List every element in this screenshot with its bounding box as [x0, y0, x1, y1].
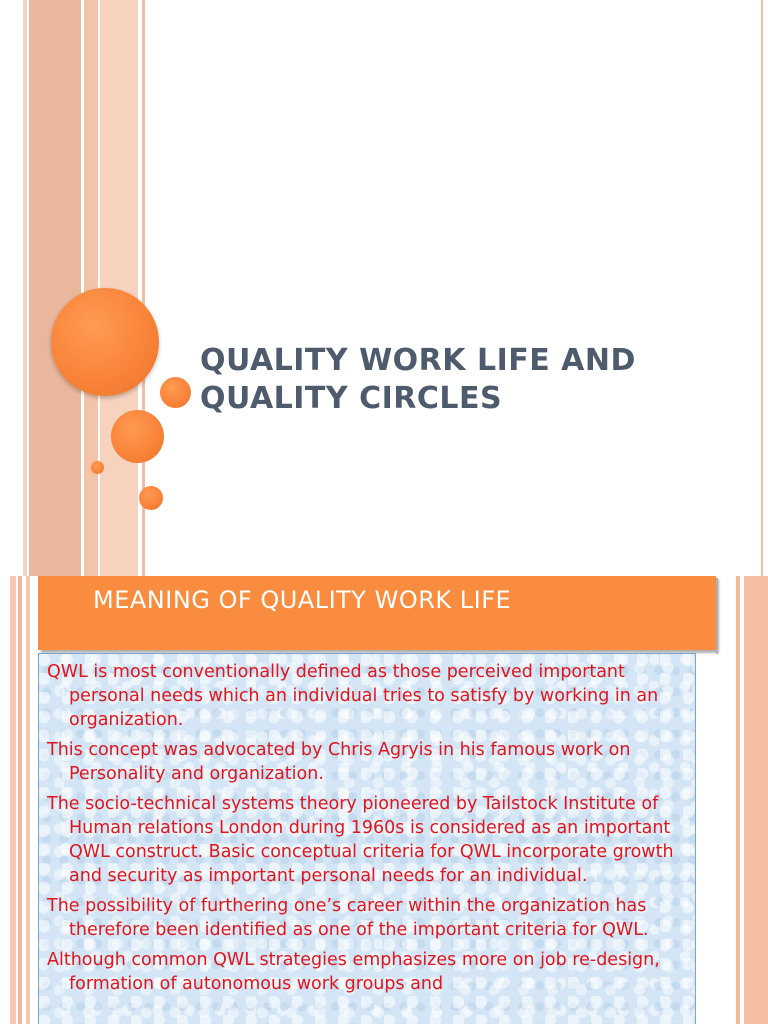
list-item: Although common QWL strategies emphasizes more on job re-design, formation of autonomous work groups and: [47, 950, 660, 994]
decorative-stripe: [23, 0, 27, 576]
decorative-stripe: [736, 576, 740, 1024]
decorative-stripe: [10, 576, 16, 1024]
list-item: This concept was advocated by Chris Agryis in his famous work on Personality and organization.: [47, 740, 631, 784]
list-item: The possibility of furthering one’s career within the organization has therefore been identified as one of the important criteria for QWL.: [47, 896, 649, 940]
list-item: The socio-technical systems theory pioneered by Tailstock Institute of Human relations London during 1960s is considered as an important QWL construct. Basic conceptual criteria for QWL incorporate growth and security as important personal needs for an individual.: [47, 794, 674, 886]
decorative-stripe: [18, 576, 22, 1024]
header-shadow: [716, 578, 718, 654]
decorative-stripe: [29, 0, 81, 576]
decorative-circle: [160, 377, 191, 408]
slide-header: [38, 576, 716, 650]
decorative-stripe: [26, 576, 30, 1024]
decorative-circle: [51, 288, 159, 396]
slide-title: QUALITY WORK LIFE AND QUALITY CIRCLES: [200, 343, 636, 416]
slide-body: [38, 653, 696, 1024]
list-item: QWL is most conventionally defined as those perceived important personal needs which an individual tries to satisfy by working in an organization.: [47, 662, 659, 730]
decorative-circle: [139, 486, 163, 510]
decorative-circle: [91, 461, 104, 474]
slide-heading: MEANING OF QUALITY WORK LIFE: [93, 586, 512, 614]
paragraph-list: [47, 660, 687, 996]
decorative-stripe: [744, 576, 768, 1024]
decorative-circle: [111, 410, 164, 463]
decorative-stripe: [761, 0, 763, 576]
content-slide: [0, 576, 768, 1024]
